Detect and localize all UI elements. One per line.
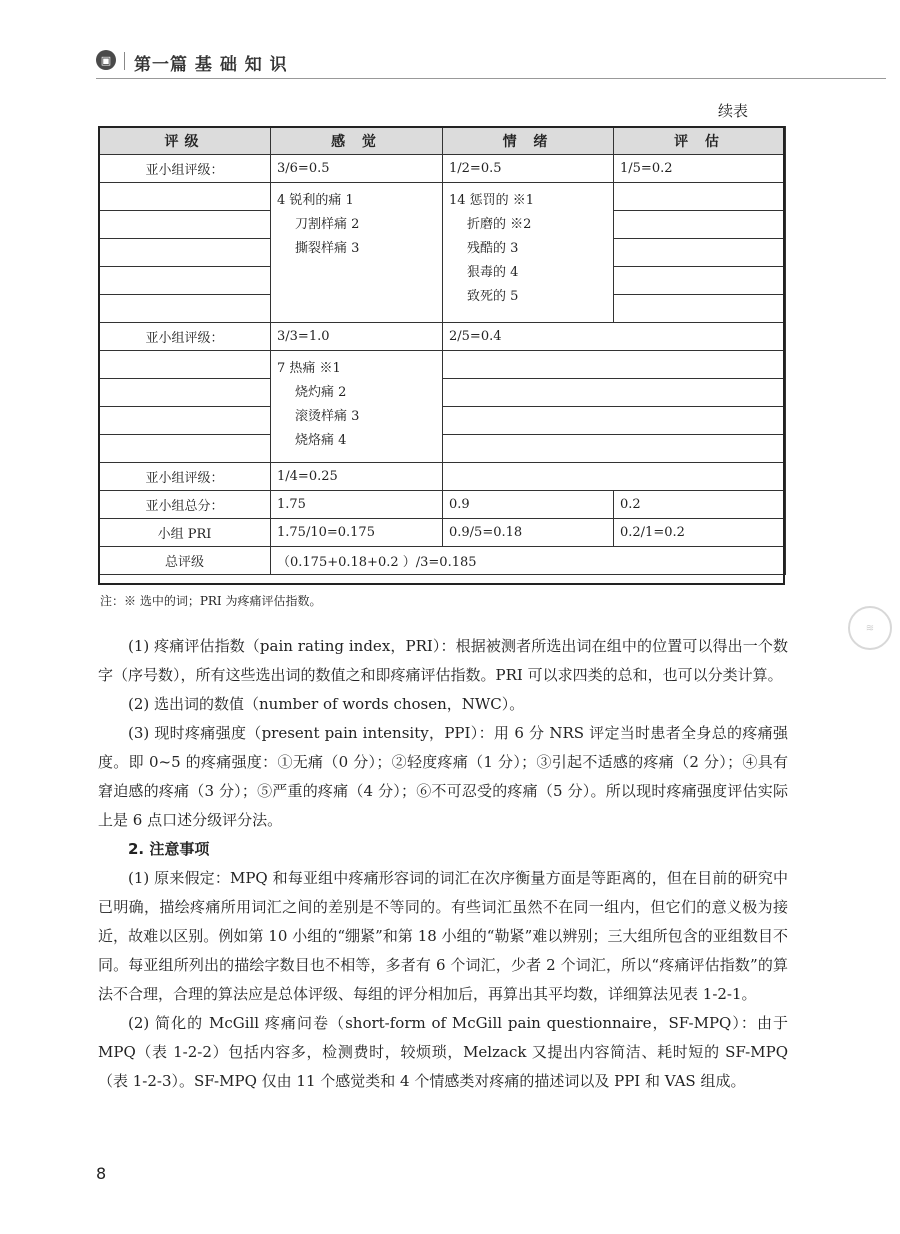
table-row [99, 435, 786, 463]
word-item: 刀割样痛 2 [295, 217, 360, 232]
column-header: 评 估 [614, 127, 786, 155]
empty-cell [99, 211, 271, 239]
word-item: 残酷的 3 [467, 241, 519, 256]
row-label: 亚小组评级： [99, 323, 271, 351]
word-item: 烧烙痛 4 [295, 433, 347, 448]
table-row [99, 379, 786, 407]
column-header: 评级 [99, 127, 271, 155]
empty-cell [443, 463, 786, 491]
empty-cell [99, 435, 271, 463]
word-item: 烧灼痛 2 [295, 385, 347, 400]
table-cell: 1.75 [271, 491, 443, 519]
empty-cell [99, 351, 271, 379]
table-row [99, 183, 786, 211]
table-cell: 0.9 [443, 491, 614, 519]
empty-cell [99, 295, 271, 323]
empty-cell [614, 267, 786, 295]
empty-cell [443, 407, 786, 435]
empty-cell [443, 435, 786, 463]
emotion-words-cell [443, 183, 614, 323]
header-rule [96, 78, 886, 79]
table-note: 注：※ 选中的词；PRI 为疼痛评估指数。 [100, 594, 322, 608]
table-row [99, 491, 786, 519]
empty-cell [99, 407, 271, 435]
continued-label: 续表 [718, 102, 749, 120]
table-row [99, 323, 786, 351]
table-cell: （0.175+0.18+0.2 ）/3=0.185 [271, 547, 786, 575]
section-heading: 2. 注意事项 [128, 840, 210, 858]
word-item: 4 锐利的痛 1 [277, 193, 354, 208]
body-text [98, 632, 788, 1096]
empty-cell [614, 211, 786, 239]
word-item: 滚烫样痛 3 [295, 409, 360, 424]
row-label: 小组 PRI [99, 519, 271, 547]
table-cell: 0.9/5=0.18 [443, 519, 614, 547]
page-header [96, 40, 886, 80]
column-header: 感 觉 [271, 127, 443, 155]
table-cell: 1/5=0.2 [614, 155, 786, 183]
table-cell: 0.2/1=0.2 [614, 519, 786, 547]
empty-cell [99, 239, 271, 267]
paragraph: (2) 简化的 McGill 疼痛问卷（short-form of McGill pain questionnaire，SF-MPQ）：由于 MPQ（表 1-2-2）包括内容多，检测费时，较烦琐，Melzack 又提出内容简洁、耗时短的 SF-MPQ（表 1-2-3）。SF-MPQ 仅由 11 个感觉类和 4 个情感类对疼痛的描述词以及 PPI 和 VAS 组成。 [98, 1014, 788, 1090]
watermark-stamp-icon: ≋ [848, 606, 892, 650]
paragraph: (3) 现时疼痛强度（present pain intensity，PPI）：用 6 分 NRS 评定当时患者全身总的疼痛强度。即 0~5 的疼痛强度：①无痛（0 分）；②轻度疼痛（1 分）；③引起不适感的疼痛（2 分）；④具有窘迫感的疼痛（3 分）；⑤严重的疼痛（4 分）；⑥不可忍受的疼痛（5 分）。所以现时疼痛强度评估实际上是 6 点口述分级评分法。 [98, 724, 788, 829]
sense-words-cell [271, 183, 443, 323]
row-label: 亚小组总分： [99, 491, 271, 519]
paragraph: (2) 选出词的数值（number of words chosen，NWC）。 [128, 695, 525, 713]
word-item: 折磨的 ※2 [467, 217, 532, 232]
table-row [99, 547, 786, 575]
row-label: 亚小组评级： [99, 155, 271, 183]
table-cell: 1.75/10=0.175 [271, 519, 443, 547]
paragraph: (1) 疼痛评估指数（pain rating index，PRI）：根据被测者所选出词在组中的位置可以得出一个数字（序号数），所有这些选出词的数值之和即疼痛评估指数。PRI 可以求四类的总和，也可以分类计算。 [98, 637, 788, 684]
empty-cell [614, 183, 786, 211]
empty-cell [99, 267, 271, 295]
header-separator [124, 52, 125, 70]
empty-cell [99, 379, 271, 407]
table-row [99, 351, 786, 379]
word-item: 14 惩罚的 ※1 [449, 193, 535, 208]
row-label: 亚小组评级： [99, 463, 271, 491]
table-row [99, 407, 786, 435]
empty-cell [99, 183, 271, 211]
word-item: 致死的 5 [467, 289, 519, 304]
section-title: 第一篇 基 础 知 识 [134, 55, 288, 75]
table-cell: 3/3=1.0 [271, 323, 443, 351]
empty-cell [443, 351, 786, 379]
book-icon: ▣ [96, 50, 116, 70]
column-header: 情 绪 [443, 127, 614, 155]
empty-cell [614, 295, 786, 323]
row-label: 总评级 [99, 547, 271, 575]
table-cell: 2/5=0.4 [443, 323, 786, 351]
table-row [99, 519, 786, 547]
table-cell: 1/4=0.25 [271, 463, 443, 491]
word-item: 狠毒的 4 [467, 265, 519, 280]
paragraph: (1) 原来假定：MPQ 和每亚组中疼痛形容词的词汇在次序衡量方面是等距离的，但在目前的研究中已明确，描绘疼痛所用词汇之间的差别是不等同的。有些词汇虽然不在同一组内，但它们的意义极为接近，故难以区别。例如第 10 小组的“绷紧”和第 18 小组的“勒紧”难以辨别；三大组所包含的亚组数目不同。每亚组所列出的描绘字数目也不相等，多者有 6 个词汇，少者 2 个词汇，所以“疼痛评估指数”的算法不合理，合理的算法应是总体评级、每组的评分相加后，再算出其平均数，详细算法见表 1-2-1。 [98, 869, 788, 1003]
sense-words-cell [271, 351, 443, 463]
empty-cell [443, 379, 786, 407]
table-cell: 0.2 [614, 491, 786, 519]
word-item: 7 热痛 ※1 [277, 361, 341, 376]
table-cell: 3/6=0.5 [271, 155, 443, 183]
table-cell: 1/2=0.5 [443, 155, 614, 183]
word-item: 撕裂样痛 3 [295, 241, 360, 256]
pain-rating-table [98, 126, 786, 575]
table-row [99, 463, 786, 491]
empty-cell [614, 239, 786, 267]
page-number: 8 [96, 1164, 107, 1183]
table-header-row [99, 127, 786, 155]
table-row [99, 155, 786, 183]
